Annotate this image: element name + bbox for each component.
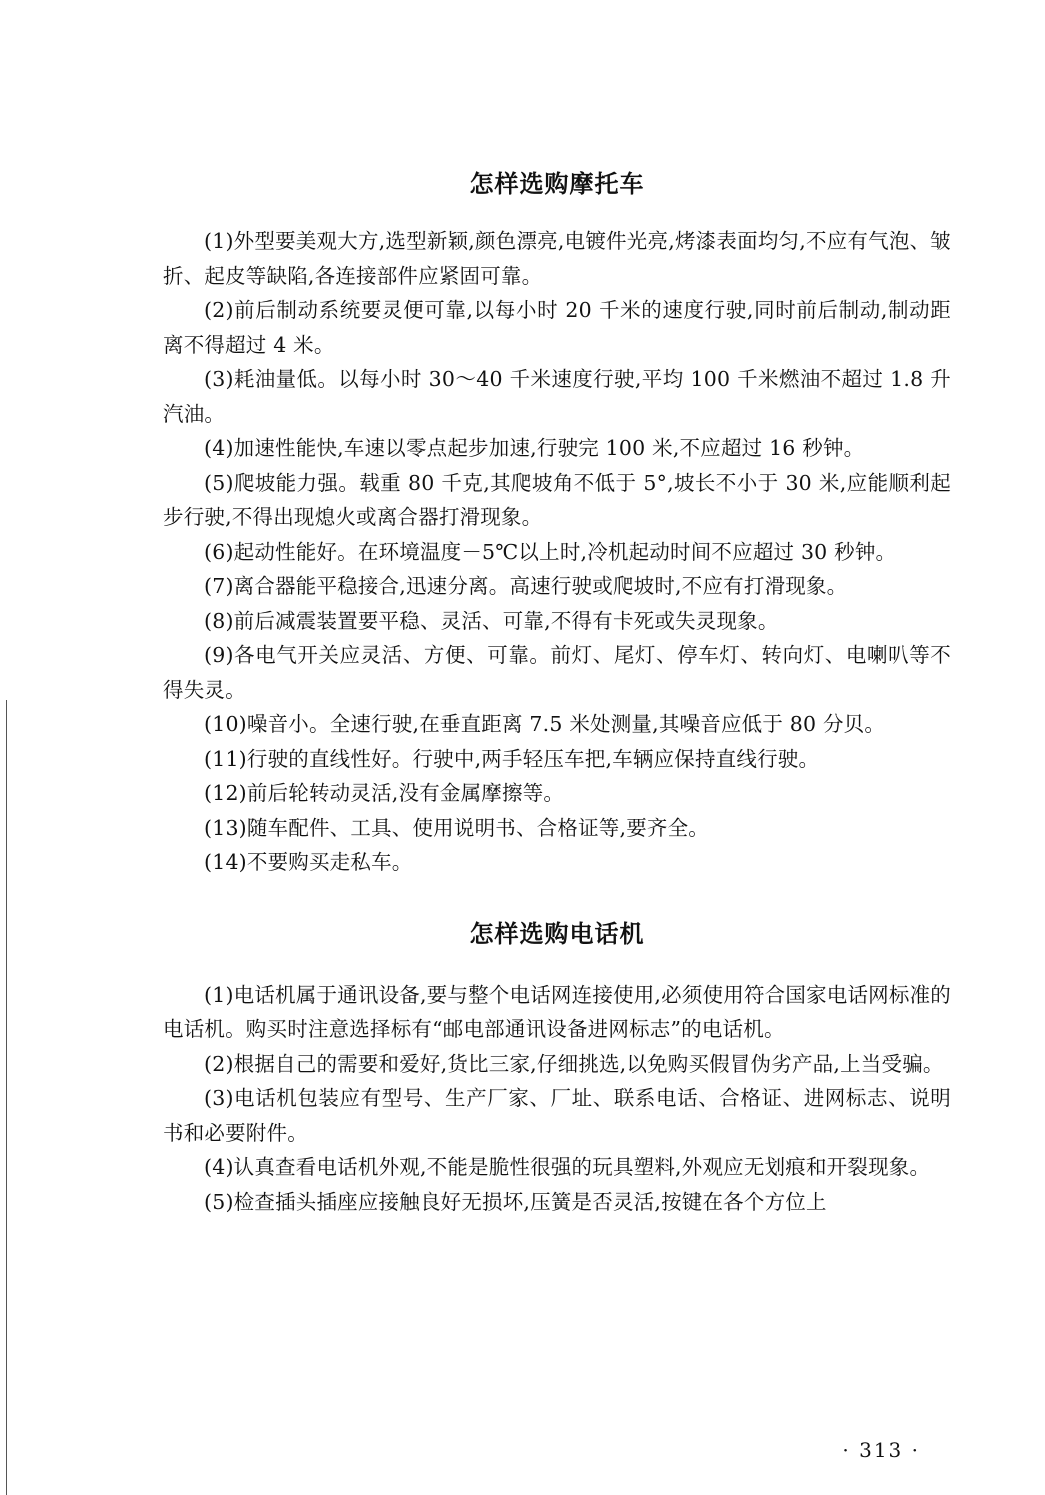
paragraph: (11)行驶的直线性好。行驶中,两手轻压车把,车辆应保持直线行驶。	[204, 746, 820, 771]
paragraph: (3)耗油量低。以每小时 30～40 千米速度行驶,平均 100 千米燃油不超过 1.8 升汽油。	[163, 367, 951, 426]
page-body	[163, 150, 951, 1219]
section-title-motorcycle: 怎样选购摩托车	[469, 170, 645, 198]
paragraph: (5)爬坡能力强。载重 80 千克,其爬坡角不低于 5°,坡长不小于 30 米,应能顺利起步行驶,不得出现熄火或离合器打滑现象。	[163, 470, 951, 529]
paragraph: (6)起动性能好。在环境温度－5℃以上时,冷机起动时间不应超过 30 秒钟。	[204, 539, 897, 564]
paragraph: (3)电话机包装应有型号、生产厂家、厂址、联系电话、合格证、进网标志、说明书和必要附件。	[163, 1086, 951, 1145]
paragraph: (2)前后制动系统要灵便可靠,以每小时 20 千米的速度行驶,同时前后制动,制动距离不得超过 4 米。	[163, 298, 951, 357]
paragraph: (10)噪音小。全速行驶,在垂直距离 7.5 米处测量,其噪音应低于 80 分贝。	[204, 712, 886, 736]
paragraph: (7)离合器能平稳接合,迅速分离。高速行驶或爬坡时,不应有打滑现象。	[204, 574, 848, 598]
motorcycle-items	[163, 224, 951, 880]
paragraph: (13)随车配件、工具、使用说明书、合格证等,要齐全。	[204, 815, 709, 840]
page-number: · 313 ·	[842, 1438, 920, 1462]
paragraph: (12)前后轮转动灵活,没有金属摩擦等。	[204, 781, 565, 805]
telephone-items	[163, 978, 951, 1220]
paragraph: (2)根据自己的需要和爱好,货比三家,仔细挑选,以免购买假冒伪劣产品,上当受骗。	[204, 1051, 944, 1076]
paragraph: (8)前后减震装置要平稳、灵活、可靠,不得有卡死或失灵现象。	[204, 608, 779, 633]
paragraph: (5)检查插头插座应接触良好无损坏,压簧是否灵活,按键在各个方位上	[204, 1189, 827, 1214]
paragraph: (1)电话机属于通讯设备,要与整个电话网连接使用,必须使用符合国家电话网标准的电话机。购买时注意选择标有“邮电部通讯设备进网标志”的电话机。	[163, 982, 951, 1041]
scan-edge-line	[6, 700, 7, 1495]
section-title-telephone: 怎样选购电话机	[469, 919, 645, 948]
paragraph: (4)认真查看电话机外观,不能是脆性很强的玩具塑料,外观应无划痕和开裂现象。	[204, 1155, 931, 1179]
paragraph: (9)各电气开关应灵活、方便、可靠。前灯、尾灯、停车灯、转向灯、电喇叭等不得失灵。	[163, 643, 951, 702]
paragraph: (1)外型要美观大方,选型新颖,颜色漂亮,电镀件光亮,烤漆表面均匀,不应有气泡、皱折、起皮等缺陷,各连接部件应紧固可靠。	[163, 229, 951, 288]
paragraph: (4)加速性能快,车速以零点起步加速,行驶完 100 米,不应超过 16 秒钟。	[204, 436, 865, 460]
paragraph: (14)不要购买走私车。	[204, 850, 413, 874]
